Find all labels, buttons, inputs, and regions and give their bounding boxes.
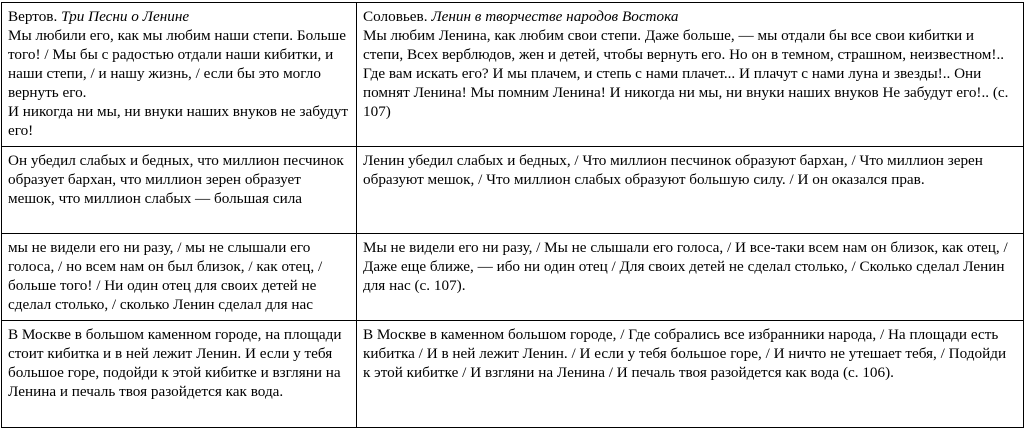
quote-text: Мы любим Ленина, как любим свои степи. Даже больше, — мы отдали бы все свои кибитки и степи, Всех верблюдов, жен и детей, чтобы вернуть его. Но он в темном, страшном, неизвестном!.. Где вам искать его? И мы плачем, и степь с нами плачет... И плачут с нами луна и звезды!.. Они помнят Ленина! Мы помним Ленина! И никогда ни мы, ни внуки наших внуков Не забудут его!.. (с. 107) [363, 27, 1009, 120]
table-row [2, 234, 1024, 321]
table-row [2, 147, 1024, 234]
table-row [2, 3, 1024, 147]
work-title: Три Песни о Ленине [61, 8, 190, 25]
left-cell [2, 234, 357, 321]
quote-text: Мы любили его, как мы любим наши степи. Больше того! / Мы бы с радостью отдали наши кибитки, и наши степи, / и нашу жизнь, / если бы это могло вернуть его. [8, 27, 346, 101]
comparison-table [1, 2, 1024, 428]
quote-text-continued: И никогда ни мы, ни внуки наших внуков не забудут его! [8, 103, 348, 139]
left-cell [2, 3, 357, 147]
right-cell [357, 321, 1024, 428]
quote-text: В Москве в каменном большом городе, / Где собрались все избранники народа, / На площади есть кибитка / И в ней лежит Ленин. / И если у тебя большое горе, / И ничто не утешает тебя, / Подойди к этой кибитке / И взгляни на Ленина / И печаль твоя разойдется как вода (с. 106). [363, 326, 1007, 381]
work-title: Ленин в творчестве народов Востока [431, 8, 679, 25]
left-cell [2, 321, 357, 428]
right-cell [357, 3, 1024, 147]
table-row [2, 321, 1024, 428]
quote-text: Он убедил слабых и бедных, что миллион песчинок образует бархан, что миллион зерен образует мешок, что миллион слабых — большая сила [8, 152, 344, 207]
author-name: Вертов. [8, 8, 58, 25]
right-cell [357, 147, 1024, 234]
quote-text: В Москве в большом каменном городе, на площади стоит кибитка и в ней лежит Ленин. И если у тебя большое горе, подойди к этой кибитке и взгляни на Ленина и печаль твоя разойдется как вода. [8, 326, 342, 400]
left-cell [2, 147, 357, 234]
quote-text: Мы не видели его ни разу, / Мы не слышали его голоса, / И все-таки всем нам он близок, как отец, / Даже еще ближе, — ибо ни один отец / Для своих детей не сделал столько, / Сколько сделал Ленин для нас (с. 107). [363, 239, 1008, 294]
quote-text: мы не видели его ни разу, / мы не слышали его голоса, / но всем нам он был близок, / как отец, / больше того! / Ни один отец для своих детей не сделал столько, / сколько Ленин сделал для нас [8, 239, 323, 313]
right-cell [357, 234, 1024, 321]
author-name: Соловьев. [363, 8, 428, 25]
quote-text: Ленин убедил слабых и бедных, / Что миллион песчинок образуют бархан, / Что миллион зерен образуют мешок, / Что миллион слабых образуют большую силу. / И он оказался прав. [363, 152, 983, 188]
